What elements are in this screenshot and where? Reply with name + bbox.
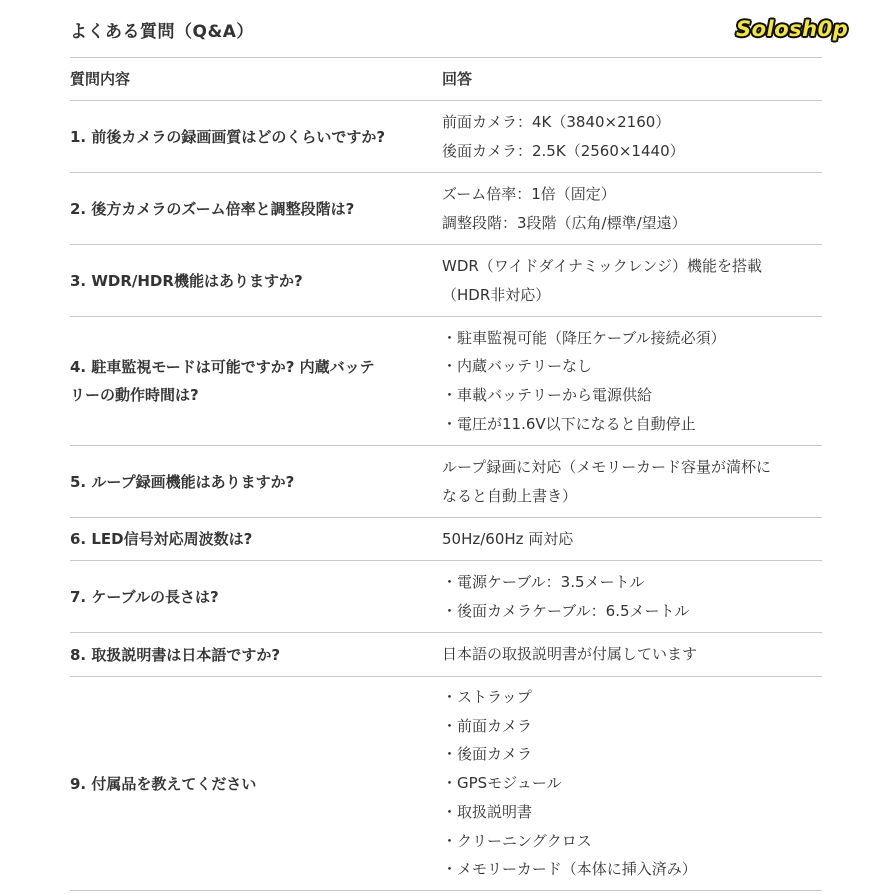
- table-row: [70, 446, 822, 518]
- answer-line: ・電圧が11.6V以下になると自動停止: [442, 414, 696, 433]
- question-line: 4. 駐車監視モードは可能ですか? 内蔵バッテ: [70, 358, 375, 376]
- answer-column-header: 回答: [442, 69, 473, 88]
- answer-line: 調整段階：3段階（広角/標準/望遠）: [442, 213, 687, 232]
- answer-line: ・メモリーカード（本体に挿入済み）: [442, 860, 697, 879]
- table-header-row: [70, 58, 822, 101]
- answer-line: ・後面カメラ: [442, 745, 533, 764]
- table-row: [70, 101, 822, 173]
- answer-line: （HDR非対応）: [442, 285, 551, 304]
- answer-line: ・前面カメラ: [442, 716, 533, 735]
- answer-line: ・電源ケーブル：3.5メートル: [442, 572, 645, 591]
- question-cell: 3. WDR/HDR機能はありますか?: [70, 271, 303, 290]
- answer-line: 前面カメラ：4K（3840×2160）: [442, 112, 671, 131]
- answer-cell: [442, 108, 822, 165]
- answer-line: WDR（ワイドダイナミックレンジ）機能を搭載: [442, 256, 763, 275]
- question-cell: 2. 後方カメラのズーム倍率と調整段階は?: [70, 199, 355, 218]
- answer-cell: [442, 453, 822, 510]
- question-cell: 6. LED信号対応周波数は?: [70, 530, 253, 548]
- question-cell: 8. 取扱説明書は日本語ですか?: [70, 645, 281, 664]
- answer-cell: [442, 568, 822, 625]
- answer-line: ・ストラップ: [442, 688, 532, 707]
- question-cell: 1. 前後カメラの録画画質はどのくらいですか?: [70, 127, 386, 146]
- answer-line: ズーム倍率：1倍（固定）: [442, 184, 616, 203]
- answer-line: ・駐車監視可能（降圧ケーブル接続必須）: [442, 328, 726, 347]
- answer-line: ・GPSモジュール: [442, 774, 562, 793]
- answer-line: ・内蔵バッテリーなし: [442, 357, 593, 376]
- table-row: [70, 518, 822, 561]
- answer-cell: [442, 252, 822, 309]
- answer-cell: [442, 525, 822, 554]
- table-row: [70, 561, 822, 633]
- page-title: よくある質問（Q&A）: [70, 22, 254, 42]
- answer-line: ・クリーニングクロス: [442, 831, 592, 850]
- question-line: リーの動作時間は?: [70, 386, 199, 404]
- answer-cell: [442, 683, 822, 884]
- answer-line: 日本語の取扱説明書が付属しています: [442, 645, 698, 664]
- table-row: [70, 173, 822, 245]
- answer-cell: [442, 180, 822, 237]
- table-row: [70, 317, 822, 446]
- question-cell: 9. 付属品を教えてください: [70, 774, 257, 793]
- question-cell: 5. ループ録画機能はありますか?: [70, 472, 295, 491]
- table-row: [70, 633, 822, 677]
- qa-table: [70, 57, 822, 891]
- answer-cell: [442, 324, 822, 439]
- answer-line: ・取扱説明書: [442, 802, 533, 821]
- answer-line: ・車載バッテリーから電源供給: [442, 386, 653, 404]
- table-row: [70, 245, 822, 317]
- table-row: [70, 677, 822, 891]
- question-cell: 7. ケーブルの長さは?: [70, 587, 219, 606]
- question-column-header: 質問内容: [70, 70, 131, 88]
- shop-logo: Solosh0p: [736, 17, 849, 41]
- question-cell: [70, 353, 442, 409]
- answer-line: なると自動上書き）: [442, 486, 578, 505]
- answer-line: ループ録画に対応（メモリーカード容量が満杯に: [442, 457, 771, 476]
- answer-line: 後面カメラ：2.5K（2560×1440）: [442, 141, 685, 160]
- answer-line: ・後面カメラケーブル：6.5メートル: [442, 601, 690, 620]
- answer-line: 50Hz/60Hz 両対応: [442, 529, 574, 548]
- answer-cell: [442, 640, 822, 669]
